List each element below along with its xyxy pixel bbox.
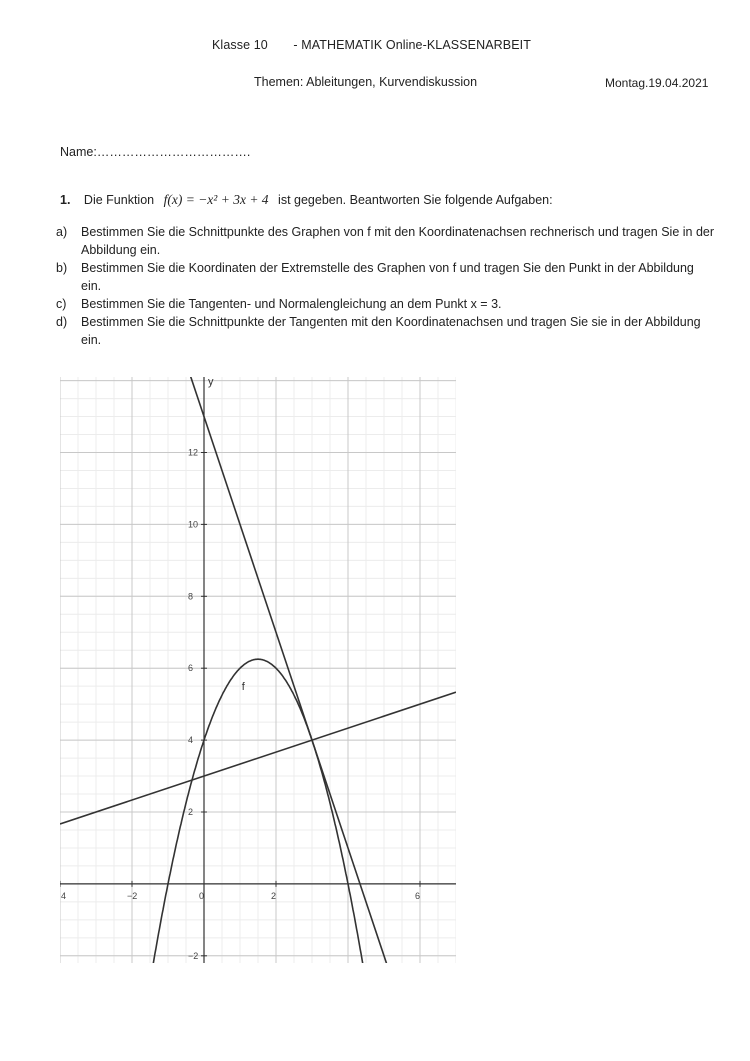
grid-minor (60, 377, 456, 963)
x-tick-label: 4 (61, 890, 67, 901)
item-label: c) (56, 297, 67, 311)
task-item-d (56, 313, 716, 349)
item-label: d) (56, 315, 68, 329)
item-text: Bestimmen Sie die Tangenten- und Normalengleichung an dem Punkt x = 3. (81, 297, 502, 311)
task-items (56, 223, 716, 349)
task-item-c (56, 295, 716, 313)
task-item-a (56, 223, 716, 259)
y-tick-label: 8 (188, 591, 194, 602)
task-statement (60, 192, 553, 208)
x-tick-label: 0 (199, 890, 205, 901)
x-tick-label: 6 (415, 890, 421, 901)
y-tick-label: 10 (188, 519, 199, 530)
y-tick-label: 6 (188, 663, 194, 674)
item-label: a) (56, 225, 68, 239)
function-graph (60, 377, 456, 963)
subject-label: - MATHEMATIK Online-KLASSENARBEIT (293, 38, 531, 52)
task-number: 1. (60, 193, 71, 207)
date-label: Montag.19.04.2021 (605, 76, 709, 90)
header-line-1 (212, 38, 531, 52)
task-intro: Die Funktion (83, 193, 155, 207)
item-text: Bestimmen Sie die Schnittpunkte des Graphen von f mit den Koordinatenachsen rechnerisch und tragen Sie in der Abbildung ein. (81, 225, 715, 257)
task-formula: f(x) = −x² + 3x + 4 (163, 192, 269, 207)
name-field: Name:………………………………. (60, 145, 251, 159)
item-text: Bestimmen Sie die Schnittpunkte der Tangenten mit den Koordinatenachsen und tragen Sie sie in der Abbildung ein. (81, 315, 701, 347)
task-outro: ist gegeben. Beantworten Sie folgende Aufgaben: (278, 193, 553, 207)
task-item-b (56, 259, 716, 295)
item-label: b) (56, 261, 68, 275)
topics-label: Themen: Ableitungen, Kurvendiskussion (254, 75, 478, 89)
curve-label-f: f (241, 680, 245, 693)
y-tick-label: −2 (188, 950, 199, 961)
y-tick-label: 2 (188, 807, 194, 818)
x-tick-label: 2 (271, 890, 277, 901)
y-tick-label: 4 (188, 735, 194, 746)
y-axis-label: y (208, 377, 214, 388)
x-tick-label: −2 (127, 890, 138, 901)
item-text: Bestimmen Sie die Koordinaten der Extremstelle des Graphen von f und tragen Sie den Punkt in der Abbildung ein. (81, 261, 694, 293)
class-label: Klasse 10 (212, 38, 268, 52)
y-tick-label: 12 (188, 447, 199, 458)
